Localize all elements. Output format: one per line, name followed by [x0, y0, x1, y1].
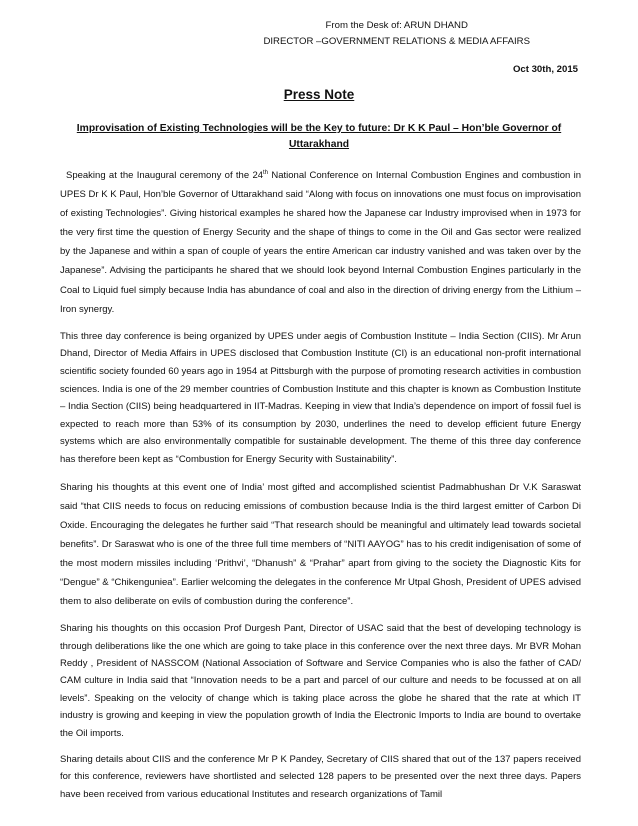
letterhead [263, 18, 530, 50]
paragraph-1-rest: National Conference on Internal Combustion Engines and combustion in UPES Dr K K Paul, Hon’ble Governor of Uttarakhand said “Along with focus on innovations one must focus on improvisation of existing Technologies”. Giving historical examples he shared how the Japanese car Industry improvised when in 1973 for the very first time the question of Energy Security and the shape of things to come in the Oil and Gas sector were realized by the Japanese and within a span of couple of years the entire American car industry vanished and was taken over by the Japanese”. Advising the participants he shared that we should look beyond Internal Combustion Engines particularly in the Coal to Liquid fuel simply because India has abundance of coal and also in the direction of driving energy from the Lithium – Iron synergy. [60, 170, 581, 315]
paragraph-3: Sharing his thoughts at this event one of India’ most gifted and accomplished scientist Padmabhushan Dr V.K Saraswat said “that CIIS needs to focus on reducing emissions of combustion because India is the third largest emitter of Carbon Di Oxide. Encouraging the delegates he further said “That research should be meaningful and ultimately lead towards societal benefits”. Dr Saraswat who is one of the three full time members of “NITI AAYOG” has to his credit indigenisation of some of the most modern missiles including ‘Prithvi’, “Dhanush” & “Prahar” apart from giving to the society the Diagnostic Kits for “Dengue” & “Chikenguniea”. Earlier welcoming the delegates in the conference Mr Utpal Ghosh, President of UPES advised them to also deliberate on evils of combustion during the conference”. [60, 481, 581, 608]
title-wrapper [0, 86, 638, 104]
page-title: Press Note [283, 87, 355, 102]
paragraph-5: Sharing details about CIIS and the conference Mr P K Pandey, Secretary of CIIS shared that out of the 137 papers received for this conference, reviewers have shortlisted and selected 128 papers to be presented over the next three days. Papers have been received from various educational Institutes and research organizations of Tamil [60, 754, 581, 800]
ordinal-suffix: th [263, 169, 269, 176]
body-text [60, 166, 581, 812]
date-line: Oct 30th, 2015 [512, 64, 578, 75]
paragraph-2: This three day conference is being organized by UPES under aegis of Combustion Institute – India Section (CIIS). Mr Arun Dhand, Director of Media Affairs in UPES disclosed that Combustion Institute (CI) is an educational non-profit international scientific society founded 60 years ago in 1954 at Pittsburgh with the purpose of promoting research activities in combustion sciences. India is one of the 29 member countries of Combustion Institute and this chapter is known as Combustion Institute – India Section (CIIS) being headquartered in IIT-Madras. Keeping in view that India’s dependence on import of fossil fuel is expected to reach more than 53% of its consumption by 2030, underlines the need to develop efficient future Energy systems which are also environmentally compatible for sustainable development. The theme of this three day conference has therefore been kept as “Combustion for Energy Security with Sustainability”. [60, 330, 581, 465]
from-line: From the Desk of: ARUN DHAND [325, 20, 468, 31]
paragraph-1-start: Speaking at the Inaugural ceremony of the 24 [66, 170, 264, 181]
headline: Improvisation of Existing Technologies will be the Key to future: Dr K K Paul – Hon’ble Governor of Uttarakhand [76, 123, 562, 150]
role-line: DIRECTOR –GOVERNMENT RELATIONS & MEDIA AFFAIRS [263, 36, 530, 47]
paragraph-1 [60, 166, 581, 319]
paragraph-4: Sharing his thoughts on this occasion Prof Durgesh Pant, Director of USAC said that the best of developing technology is through deliberations like the one which are going to take place in this conference over the next three days. Mr BVR Mohan Reddy , President of NASSCOM (National Association of Software and Service Companies who is also the father of CAD/ CAM culture in India said that “Innovation needs to be a part and parcel of our culture and needs to be focussed at on all levels”. Speaking on the velocity of change which is taking place across the globe he shared that the rate at which IT industry is growing and keeping in view the population growth of India the Electronic Imports to India are bound to overtake the Oil imports. [60, 623, 581, 739]
